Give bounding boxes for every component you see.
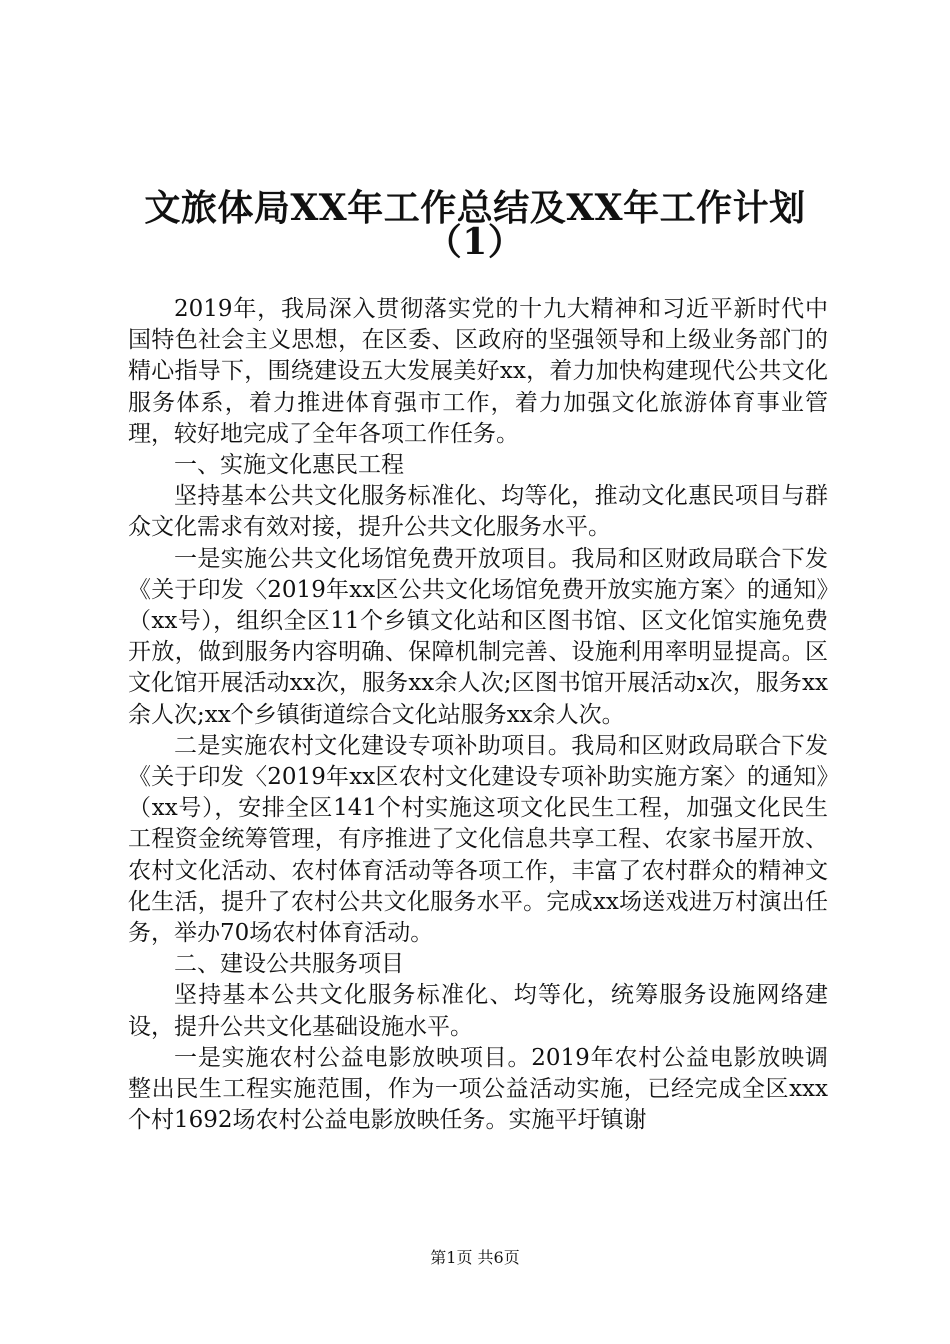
paragraph-section2-summary: 坚持基本公共文化服务标准化、均等化，统筹服务设施网络建设，提升公共文化基础设施水平。 xyxy=(128,982,828,1040)
paragraph-section1-summary: 坚持基本公共文化服务标准化、均等化，推动文化惠民项目与群众文化需求有效对接，提升公共文化服务水平。 xyxy=(128,483,828,541)
section-heading-1: 一、实施文化惠民工程 xyxy=(174,452,404,479)
document-title-suffix: （1） xyxy=(425,221,525,263)
paragraph-free-opening: 一是实施公共文化场馆免费开放项目。我局和区财政局联合下发《关于印发〈2019年xx区公共文化场馆免费开放实施方案〉的通知》（xx号），组织全区11个乡镇文化站和区图书馆、区文化馆实施免费开放，做到服务内容明确、保障机制完善、设施利用率明显提高。区文化馆开展活动xx次，服务xx余人次;区图书馆开展活动x次，服务xx余人次;xx个乡镇街道综合文化站服务xx余人次。 xyxy=(128,545,828,728)
document-body xyxy=(128,294,828,1136)
paragraph-rural-film: 一是实施农村公益电影放映项目。2019年农村公益电影放映调整出民生工程实施范围，作为一项公益活动实施，已经完成全区xxx个村1692场农村公益电影放映任务。实施平圩镇谢 xyxy=(128,1044,828,1134)
document-title: 文旅体局XX年工作总结及XX年工作计划 xyxy=(144,187,806,229)
paragraph-rural-culture: 二是实施农村文化建设专项补助项目。我局和区财政局联合下发《关于印发〈2019年xx区农村文化建设专项补助实施方案〉的通知》（xx号），安排全区141个村实施这项文化民生工程，加强文化民生工程资金统筹管理，有序推进了文化信息共享工程、农家书屋开放、农村文化活动、农村体育活动等各项工作，丰富了农村群众的精神文化生活，提升了农村公共文化服务水平。完成xx场送戏进万村演出任务，举办70场农村体育活动。 xyxy=(128,732,828,947)
section-heading-2: 二、建设公共服务项目 xyxy=(174,951,404,978)
paragraph-intro: 2019年，我局深入贯彻落实党的十九大精神和习近平新时代中国特色社会主义思想，在区委、区政府的坚强领导和上级业务部门的精心指导下，围绕建设五大发展美好xx，着力加快构建现代公共文化服务体系，着力推进体育强市工作，着力加强文化旅游体育事业管理，较好地完成了全年各项工作任务。 xyxy=(128,296,828,447)
page-footer: 第1页 共6页 xyxy=(430,1248,520,1267)
